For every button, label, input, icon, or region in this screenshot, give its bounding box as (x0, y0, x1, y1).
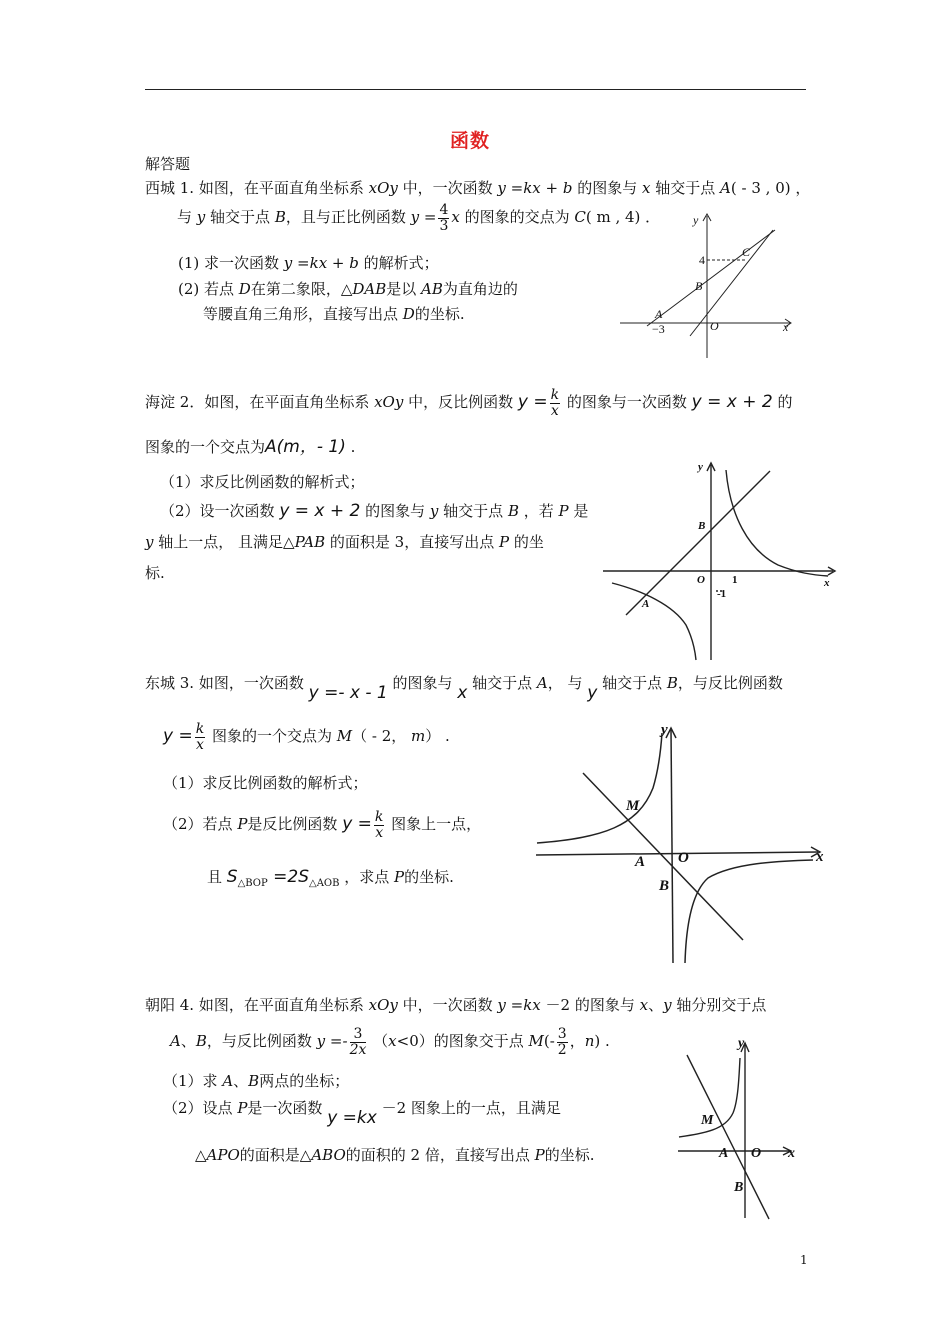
q3-label-m: M (626, 798, 640, 814)
q3-y-axis (671, 730, 673, 963)
q2-hyperbola-left (612, 583, 696, 660)
q1-label-a: A (655, 307, 663, 321)
q4-label-o: O (751, 1146, 762, 1161)
q4-part2: （2）设点 P是一次函数 y =kx －2 图象上的一点，且满足 (163, 1099, 561, 1128)
q3-label-b: B (659, 878, 670, 894)
q4-part1: （1）求 A、B两点的坐标； (163, 1072, 350, 1090)
q4-part2-cont: △APO的面积是△ABO的面积的 2 倍，直接写出点 P的坐标. (195, 1146, 595, 1164)
q3-label-x: x (816, 849, 824, 865)
q2-line2: 图象的一个交点为A(m，- 1) . (145, 437, 356, 457)
q3-hyperbola-right (685, 860, 813, 963)
q2-line (626, 471, 770, 615)
q1-label-x: x (783, 320, 789, 334)
q1-label-4: 4 (699, 253, 705, 267)
q4-line2: A、B，与反比例函数 y =- $\frac{3}{2x}$ （x<0）的图象交于点 M(- $\frac{3}{2}$ ，n) . (170, 1026, 610, 1058)
page-number: 1 (800, 1253, 808, 1267)
q4-figure (675, 1033, 805, 1223)
q1-part1: (1) 求一次函数 y =kx + b 的解析式； (178, 254, 439, 272)
q3-label-y: y (661, 722, 668, 738)
q4-line (687, 1055, 769, 1219)
q1-line-oc (690, 230, 773, 336)
q2-label-1: 1 (732, 574, 738, 586)
q2-part2-cont: y 轴上一点， 且满足△PAB 的面积是 3，直接写出点 P 的坐 (145, 533, 544, 551)
q4-label-a: A (719, 1146, 729, 1161)
q1-label-b: B (695, 279, 703, 293)
q3-line (583, 773, 743, 940)
q1-part2: (2) 若点 D在第二象限，△DAB是以 AB为直角边的 (178, 280, 518, 298)
q4-line1: 朝阳 4. 如图，在平面直角坐标系 xOy 中，一次函数 y =kx －2 的图象与 x、y 轴分别交于点 (145, 996, 767, 1014)
q3-label-o: O (678, 850, 689, 866)
q3-fraction: $\frac{k}{x}$ (195, 721, 205, 753)
q1-figure (615, 208, 805, 363)
q1-part2-cont: 等腰直角三角形，直接写出点 D的坐标. (203, 305, 465, 323)
q2-part2-end: 标. (145, 564, 165, 582)
q2-label-b: B (698, 520, 706, 532)
q3-hyperbola-left (537, 733, 662, 843)
header-rule (145, 89, 806, 90)
q1-line1: 西城 1. 如图，在平面直角坐标系 xOy 中，一次函数 y =kx + b 的图象与 x 轴交于点 A( - 3 , 0) ， (145, 179, 811, 197)
q2-figure (598, 455, 843, 665)
q1-label-y: y (693, 213, 699, 227)
q4-label-m: M (701, 1113, 714, 1128)
q2-fraction: $\frac{k}{x}$ (550, 387, 560, 419)
q4-label-b: B (734, 1180, 744, 1195)
q3-x-axis (536, 852, 818, 855)
q1-label-o: O (710, 319, 719, 333)
q4-fraction-2: $\frac{3}{2}$ (557, 1026, 567, 1058)
section-label: 解答题 (145, 155, 191, 173)
q2-line1: 海淀 2．如图，在平面直角坐标系 xOy 中，反比例函数 y = $\frac{k}{x}$ 的图象与一次函数 y = x + 2 的 (145, 387, 793, 419)
q2-part1: （1）求反比例函数的解析式； (160, 473, 365, 491)
q4-fraction: $\frac{3}{2x}$ (349, 1026, 367, 1058)
q3-line1: 东城 3. 如图，一次函数 y =- x - 1 的图象与 x 轴交于点 A， 与 y 轴交于点 B，与反比例函数 (145, 674, 783, 703)
q4-label-x: x (788, 1146, 795, 1161)
q2-part2: （2）设一次函数 y = x + 2 的图象与 y 轴交于点 B ，若 P 是 (160, 501, 589, 521)
q3-line2: y = $\frac{k}{x}$ 图象的一个交点为 M（ - 2， m） . (163, 721, 450, 753)
q4-label-y: y (738, 1036, 745, 1051)
q1-fraction: $\frac{4}{3}$ (439, 202, 449, 234)
q3-fraction-2: $\frac{k}{x}$ (374, 809, 384, 841)
q2-hyperbola-right (726, 470, 828, 576)
q1-line2: 与 y 轴交于点 B，且与正比例函数 y = $\frac{4}{3}$ x 的图象的交点为 C( m , 4) ． (177, 202, 661, 234)
q1-line-ab (647, 230, 775, 326)
q2-label-neg1: -1 (717, 588, 727, 600)
q2-label-o: O (697, 574, 705, 586)
q2-label-a: A (642, 598, 650, 610)
q3-part1: （1）求反比例函数的解析式； (163, 774, 368, 792)
q3-part2: （2）若点 P是反比例函数 y = $\frac{k}{x}$ 图象上一点， (163, 809, 482, 841)
page-title: 函数 (450, 130, 491, 152)
q1-label-c: C (742, 245, 751, 259)
q2-label-y: y (698, 461, 703, 473)
q3-label-a: A (635, 854, 646, 870)
q2-label-x: x (824, 577, 830, 589)
q3-part2-cont: 且 $S_{\triangle BOP} =2S_{\triangle AOB}$ ，求点 P的坐标. (207, 867, 454, 889)
q3-figure (533, 718, 833, 968)
q1-label-neg3: −3 (652, 322, 665, 336)
